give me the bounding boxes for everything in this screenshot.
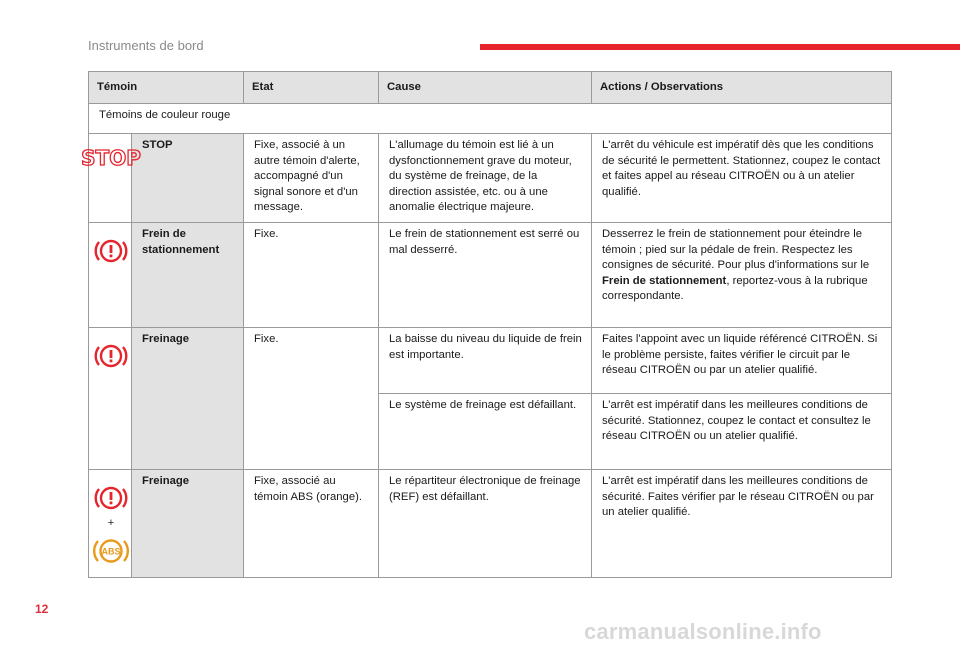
row-cause: La baisse du niveau du liquide de frein est importante. — [379, 328, 592, 394]
stop-icon — [81, 138, 141, 170]
page-number: 12 — [35, 602, 49, 616]
row-etat: Fixe. — [244, 328, 379, 470]
row-name: Frein de stationnement — [132, 223, 244, 328]
table-row — [89, 470, 892, 578]
column-header-actions: Actions / Observations — [592, 72, 892, 104]
row-cause: L'allumage du témoin est lié à un dysfonctionnement grave du moteur, du système de freinage, de la direction assistée, etc. ou à une anomalie électrique majeure. — [379, 134, 592, 223]
row-name: STOP — [132, 134, 244, 223]
row-actions — [592, 223, 892, 328]
row-actions: L'arrêt est impératif dans les meilleures conditions de sécurité. Faites vérifier par le réseau CITROËN ou par un atelier qualifié. — [592, 470, 892, 578]
row-etat: Fixe. — [244, 223, 379, 328]
svg-text:ABS: ABS — [101, 546, 121, 557]
row-actions: L'arrêt est impératif dans les meilleures conditions de sécurité. Stationnez, coupez le contact et consultez le réseau CITROËN ou un atelier qualifié. — [592, 394, 892, 470]
actions-text: Desserrez le frein de stationnement pour éteindre le témoin ; pied sur la pédale de frein. Respectez les consignes de sécurité. Pour plus d'informations sur le — [602, 228, 870, 272]
plus-sign: + — [107, 517, 115, 529]
column-header-etat: Etat — [244, 72, 379, 104]
column-header-cause: Cause — [379, 72, 592, 104]
brake-warning-icon — [94, 484, 128, 512]
icon-cell — [89, 223, 132, 328]
page-header-title: Instruments de bord — [88, 38, 204, 53]
abs-icon — [93, 536, 129, 566]
table-row — [89, 223, 892, 328]
column-header-temoin: Témoin — [89, 72, 244, 104]
section-label: Témoins de couleur rouge — [89, 104, 892, 134]
watermark: carmanualsonline.info — [584, 619, 822, 644]
parking-brake-icon — [99, 227, 123, 265]
brake-warning-icon — [99, 332, 123, 370]
table-header-row — [89, 72, 892, 104]
icon-cell — [89, 470, 132, 578]
row-name: Freinage — [132, 328, 244, 470]
icon-cell — [89, 328, 132, 470]
row-actions: Faites l'appoint avec un liquide référencé CITROËN. Si le problème persiste, faites vérifier le circuit par le réseau CITROËN ou par un atelier qualifié. — [592, 328, 892, 394]
row-etat: Fixe, associé au témoin ABS (orange). — [244, 470, 379, 578]
row-etat: Fixe, associé à un autre témoin d'alerte, accompagné d'un signal sonore et d'un message. — [244, 134, 379, 223]
table-row — [89, 134, 892, 223]
table-row — [89, 328, 892, 394]
section-row — [89, 104, 892, 134]
row-cause: Le système de freinage est défaillant. — [379, 394, 592, 470]
actions-link-text: Frein de stationnement — [602, 274, 727, 287]
header-accent-bar — [480, 44, 960, 50]
row-name: Freinage — [132, 470, 244, 578]
row-actions: L'arrêt du véhicule est impératif dès que les conditions de sécurité le permettent. Stationnez, coupez le contact et faites appel au réseau CITROËN ou à un atelier qualifié. — [592, 134, 892, 223]
row-cause: Le répartiteur électronique de freinage (REF) est défaillant. — [379, 470, 592, 578]
svg-text:STOP: STOP — [81, 146, 141, 170]
warning-lights-table — [81, 71, 892, 578]
icon-cell — [81, 134, 141, 223]
actions-text: , reportez-vous à la rubrique correspondante. — [602, 274, 868, 303]
row-cause: Le frein de stationnement est serré ou mal desserré. — [379, 223, 592, 328]
